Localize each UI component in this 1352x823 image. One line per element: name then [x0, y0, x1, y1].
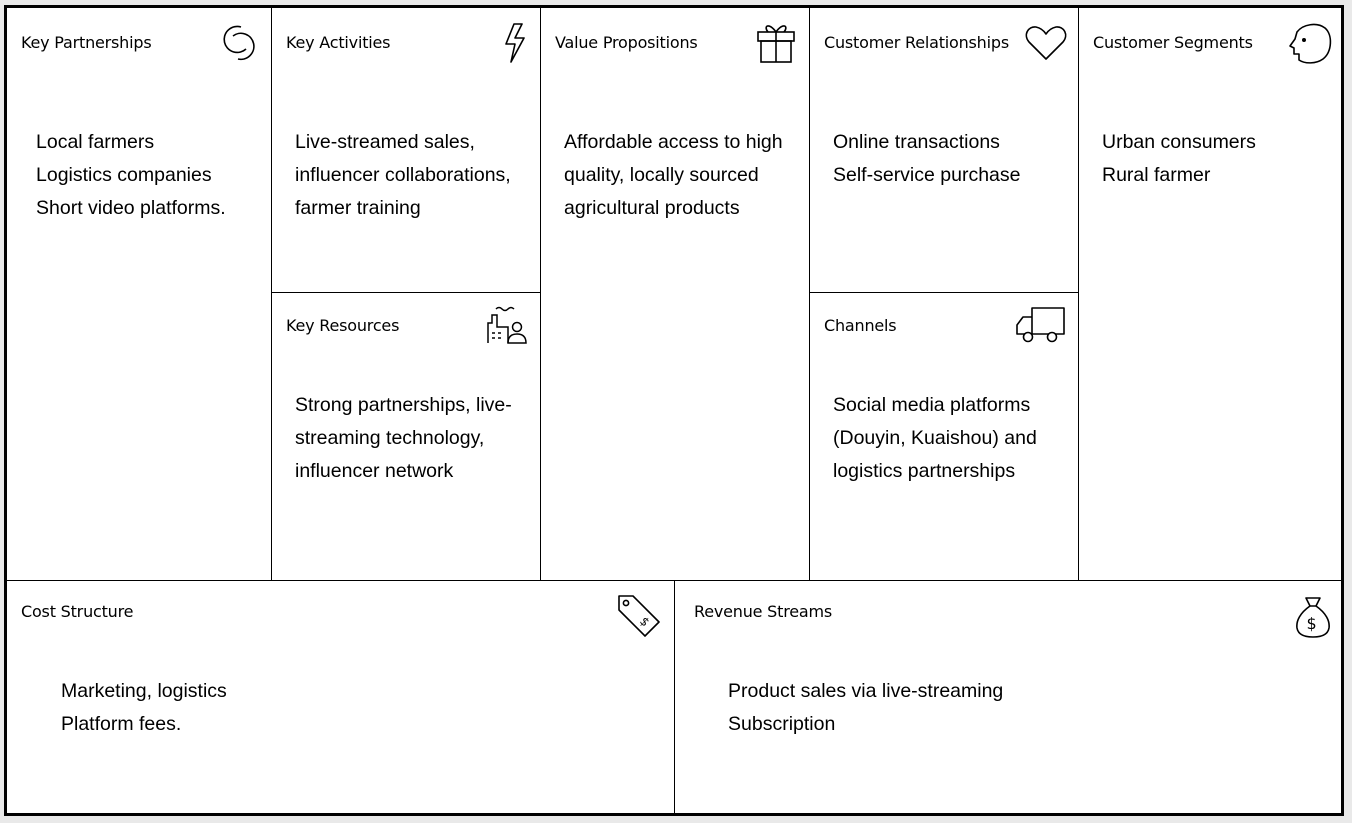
value-propositions-line: Affordable access to high — [564, 131, 783, 153]
channels-title: Channels — [824, 316, 897, 335]
channels-block — [810, 293, 1079, 580]
revenue-streams-item: Product sales via live-streaming — [728, 680, 1004, 702]
value-propositions-line: quality, locally sourced — [564, 164, 759, 186]
key-activities-line: farmer training — [295, 197, 421, 219]
key-partnerships-item: Logistics companies — [36, 164, 212, 186]
key-resources-line: influencer network — [295, 460, 454, 482]
customer-relationships-title: Customer Relationships — [824, 33, 1009, 52]
truck-icon — [1014, 305, 1066, 345]
key-partnerships-item: Short video platforms. — [36, 197, 226, 219]
key-resources-block — [272, 293, 541, 580]
value-propositions-block — [541, 8, 810, 580]
key-partnerships-item: Local farmers — [36, 131, 155, 153]
cost-structure-block — [7, 580, 675, 813]
key-partnerships-block — [7, 8, 272, 580]
key-partnerships-title: Key Partnerships — [21, 33, 152, 52]
channels-line: (Douyin, Kuaishou) and — [833, 427, 1037, 449]
link-rings-icon — [219, 22, 261, 64]
factory-person-icon — [486, 303, 530, 345]
customer-segments-title: Customer Segments — [1093, 33, 1253, 52]
key-resources-line: Strong partnerships, live- — [295, 394, 512, 416]
customer-relationships-item: Online transactions — [833, 131, 1000, 153]
cost-structure-title: Cost Structure — [21, 602, 134, 621]
revenue-streams-block — [675, 580, 1341, 813]
svg-text:$: $ — [1306, 614, 1317, 633]
business-model-canvas — [4, 5, 1344, 816]
money-bag-icon — [1294, 595, 1332, 639]
key-activities-line: Live-streamed sales, — [295, 131, 475, 153]
key-activities-line: influencer collaborations, — [295, 164, 511, 186]
gift-icon — [755, 20, 797, 64]
key-resources-title: Key Resources — [286, 316, 400, 335]
key-activities-block — [272, 8, 541, 293]
customer-segments-block — [1079, 8, 1341, 580]
channels-line: logistics partnerships — [833, 460, 1016, 482]
revenue-streams-title: Revenue Streams — [694, 602, 832, 621]
price-tag-icon — [615, 593, 661, 637]
customer-relationships-block — [810, 8, 1079, 293]
customer-segments-item: Urban consumers — [1102, 131, 1256, 153]
value-propositions-line: agricultural products — [564, 197, 740, 219]
cost-structure-item: Platform fees. — [61, 713, 182, 735]
heart-icon — [1024, 24, 1068, 62]
lightning-bolt-icon — [502, 22, 528, 64]
customer-segments-item: Rural farmer — [1102, 164, 1211, 186]
value-propositions-title: Value Propositions — [555, 33, 698, 52]
channels-line: Social media platforms — [833, 394, 1031, 416]
svg-text:$: $ — [637, 614, 653, 630]
key-activities-title: Key Activities — [286, 33, 391, 52]
key-resources-line: streaming technology, — [295, 427, 485, 449]
customer-relationships-item: Self-service purchase — [833, 164, 1021, 186]
face-profile-icon — [1287, 22, 1333, 66]
revenue-streams-item: Subscription — [728, 713, 836, 735]
cost-structure-item: Marketing, logistics — [61, 680, 227, 702]
